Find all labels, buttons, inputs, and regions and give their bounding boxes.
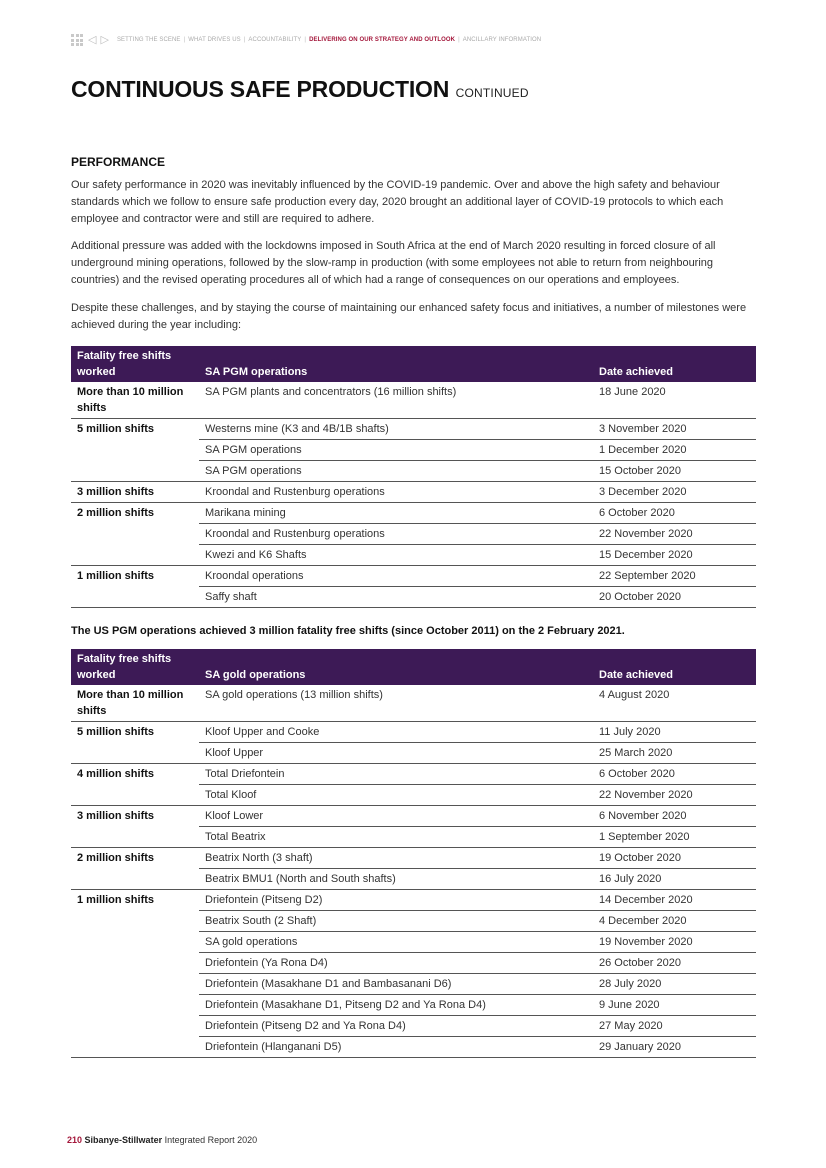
paragraph-3: Despite these challenges, and by staying the course of maintaining our enhanced safety focus and initiatives, a number of milestones were achieved during the year including: (71, 302, 747, 331)
operation-cell: SA PGM operations (199, 461, 593, 482)
operation-cell: Kloof Upper and Cooke (199, 722, 593, 743)
date-cell: 1 September 2020 (593, 827, 756, 848)
date-cell: 22 November 2020 (593, 785, 756, 806)
operation-cell: Driefontein (Pitseng D2) (199, 890, 593, 911)
date-cell: 3 December 2020 (593, 482, 756, 503)
nav-link[interactable]: ACCOUNTABILITY (248, 37, 302, 43)
header-shifts: Fatality free shifts worked (71, 649, 199, 685)
header-date: Date achieved (593, 649, 756, 685)
date-cell: 6 November 2020 (593, 806, 756, 827)
operation-cell: SA gold operations (13 million shifts) (199, 685, 593, 722)
operation-cell: Driefontein (Masakhane D1 and Bambasanani D6) (199, 974, 593, 995)
table-row (71, 503, 756, 524)
operation-cell: Driefontein (Ya Rona D4) (199, 953, 593, 974)
date-cell: 4 December 2020 (593, 911, 756, 932)
table-header-row (71, 346, 756, 382)
operation-cell: Total Kloof (199, 785, 593, 806)
table-row (71, 566, 756, 587)
date-cell: 19 November 2020 (593, 932, 756, 953)
operation-cell: SA PGM operations (199, 440, 593, 461)
nav-separator: | (243, 37, 246, 43)
date-cell: 20 October 2020 (593, 587, 756, 608)
shift-level: More than 10 million shifts (71, 382, 199, 419)
section-links (117, 37, 541, 43)
nav-separator: | (183, 37, 186, 43)
table-row (71, 890, 756, 911)
shift-level: 1 million shifts (71, 890, 199, 1058)
operation-cell: Westerns mine (K3 and 4B/1B shafts) (199, 419, 593, 440)
operation-cell: Marikana mining (199, 503, 593, 524)
date-cell: 22 September 2020 (593, 566, 756, 587)
paragraph-2: Additional pressure was added with the lockdowns imposed in South Africa at the end of March 2020 resulting in forced closure of all underground mining operations, followed by the slow-ramp in production (with some employees not able to return from neighbouring countries) and the revised operating procedures all of which had a range of consequences on our operations and employees. (71, 240, 716, 286)
table-row (71, 764, 756, 785)
shift-level: 3 million shifts (71, 482, 199, 503)
paragraph-1: Our safety performance in 2020 was inevitably influenced by the COVID-19 pandemic. Over and above the high safety and behaviour standards which we follow to ensure safe production every day, 2020 brought an additional layer of COVID-19 protocols to which each employee and contractor were and still are required to adhere. (71, 179, 724, 225)
shift-level: More than 10 million shifts (71, 685, 199, 722)
operation-cell: Kroondal operations (199, 566, 593, 587)
operation-cell: Driefontein (Hlanganani D5) (199, 1037, 593, 1058)
grid-menu-icon[interactable] (71, 34, 83, 46)
operation-cell: Driefontein (Pitseng D2 and Ya Rona D4) (199, 1016, 593, 1037)
nav-link[interactable]: SETTING THE SCENE (116, 37, 181, 43)
date-cell: 18 June 2020 (593, 382, 756, 419)
shift-level: 5 million shifts (71, 419, 199, 482)
date-cell: 29 January 2020 (593, 1037, 756, 1058)
header-shifts: Fatality free shifts worked (71, 346, 199, 382)
nav-separator: | (304, 37, 307, 43)
shift-level: 5 million shifts (71, 722, 199, 764)
pgm-milestones-table (71, 346, 756, 608)
date-cell: 14 December 2020 (593, 890, 756, 911)
header-date: Date achieved (593, 346, 756, 382)
shift-level: 4 million shifts (71, 764, 199, 806)
page-number: 210 (67, 1135, 83, 1145)
operation-cell: Beatrix South (2 Shaft) (199, 911, 593, 932)
date-cell: 11 July 2020 (593, 722, 756, 743)
operation-cell: Kroondal and Rustenburg operations (199, 482, 593, 503)
date-cell: 15 December 2020 (593, 545, 756, 566)
date-cell: 19 October 2020 (593, 848, 756, 869)
operation-cell: Driefontein (Masakhane D1, Pitseng D2 and Ya Rona D4) (199, 995, 593, 1016)
next-page-icon[interactable]: ▷ (100, 33, 109, 46)
operation-cell: SA PGM plants and concentrators (16 million shifts) (199, 382, 593, 419)
page-title (71, 76, 529, 103)
date-cell: 6 October 2020 (593, 764, 756, 785)
operation-cell: Total Beatrix (199, 827, 593, 848)
date-cell: 27 May 2020 (593, 1016, 756, 1037)
table-header-row (71, 649, 756, 685)
date-cell: 6 October 2020 (593, 503, 756, 524)
operation-cell: Beatrix North (3 shaft) (199, 848, 593, 869)
date-cell: 16 July 2020 (593, 869, 756, 890)
table-row (71, 806, 756, 827)
shift-level: 2 million shifts (71, 503, 199, 566)
nav-separator: | (458, 37, 460, 43)
shift-level: 3 million shifts (71, 806, 199, 848)
operation-cell: Saffy shaft (199, 587, 593, 608)
table-row (71, 419, 756, 440)
table-row (71, 382, 756, 419)
table-row (71, 685, 756, 722)
date-cell: 9 June 2020 (593, 995, 756, 1016)
operation-cell: Kloof Lower (199, 806, 593, 827)
date-cell: 25 March 2020 (593, 743, 756, 764)
top-navigation (71, 34, 541, 46)
gold-milestones-table (71, 649, 756, 1058)
previous-page-icon[interactable]: ◁ (88, 33, 97, 46)
us-pgm-note: The US PGM operations achieved 3 million fatality free shifts (since October 2011) on the 2 February 2021. (71, 625, 625, 637)
table-row (71, 848, 756, 869)
nav-link[interactable]: ANCILLARY INFORMATION (462, 37, 542, 43)
operation-cell: Kwezi and K6 Shafts (199, 545, 593, 566)
page-footer (67, 1135, 257, 1145)
header-operations: SA PGM operations (199, 346, 593, 382)
date-cell: 22 November 2020 (593, 524, 756, 545)
shift-level: 2 million shifts (71, 848, 199, 890)
date-cell: 3 November 2020 (593, 419, 756, 440)
table-row (71, 482, 756, 503)
table-row (71, 722, 756, 743)
nav-link[interactable]: WHAT DRIVES US (188, 37, 241, 43)
date-cell: 4 August 2020 (593, 685, 756, 722)
date-cell: 1 December 2020 (593, 440, 756, 461)
operation-cell: Beatrix BMU1 (North and South shafts) (199, 869, 593, 890)
operation-cell: Kloof Upper (199, 743, 593, 764)
page-title-suffix: CONTINUED (455, 86, 529, 100)
operation-cell: SA gold operations (199, 932, 593, 953)
page-title-main: CONTINUOUS SAFE PRODUCTION (71, 76, 450, 102)
document-name: Integrated Report 2020 (164, 1135, 258, 1145)
shift-level: 1 million shifts (71, 566, 199, 608)
section-heading: PERFORMANCE (71, 155, 166, 169)
nav-link[interactable]: DELIVERING ON OUR STRATEGY AND OUTLOOK (309, 37, 456, 43)
date-cell: 26 October 2020 (593, 953, 756, 974)
date-cell: 28 July 2020 (593, 974, 756, 995)
operation-cell: Total Driefontein (199, 764, 593, 785)
brand-name: Sibanye-Stillwater (84, 1135, 163, 1145)
date-cell: 15 October 2020 (593, 461, 756, 482)
operation-cell: Kroondal and Rustenburg operations (199, 524, 593, 545)
header-operations: SA gold operations (199, 649, 593, 685)
